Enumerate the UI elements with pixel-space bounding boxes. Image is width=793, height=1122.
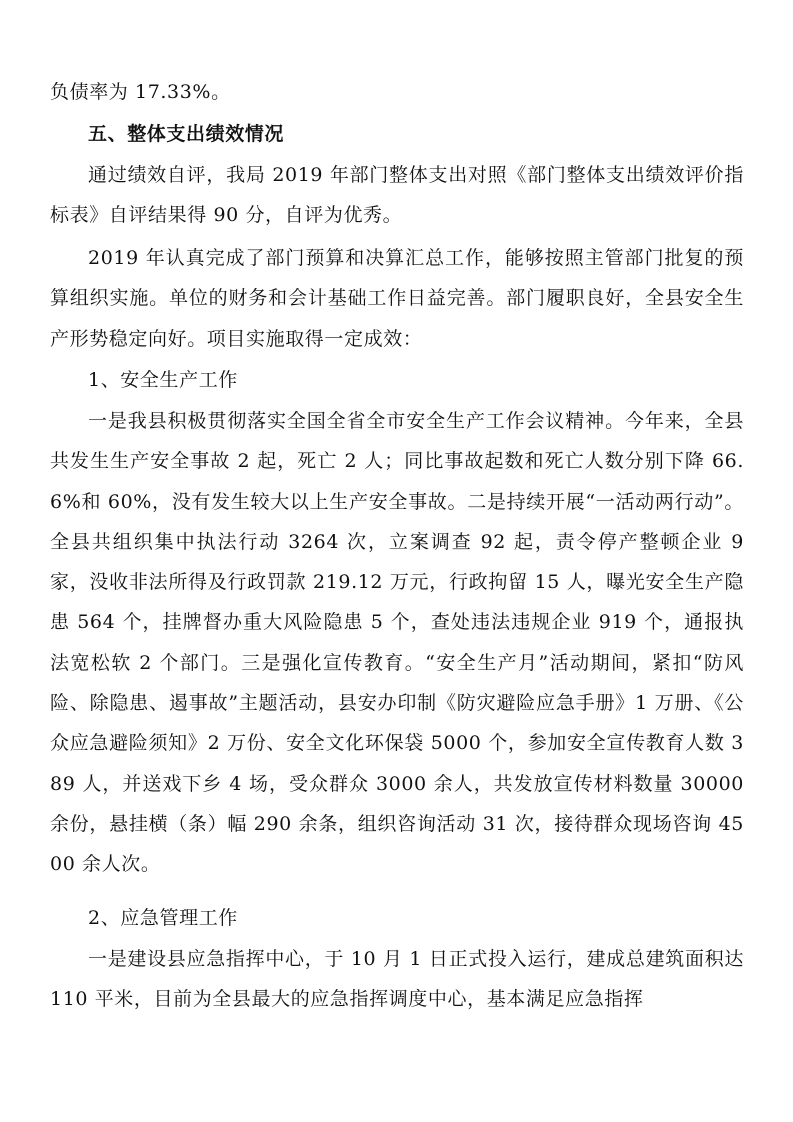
paragraph-self-evaluation: 通过绩效自评，我局 2019 年部门整体支出对照《部门整体支出绩效评价指标表》自评结果得 90 分，自评为优秀。 (50, 164, 744, 227)
continuation-line: 负债率为 17.33%。 (50, 81, 231, 103)
paragraph-budget-summary: 2019 年认真完成了部门预算和决算汇总工作，能够按照主管部门批复的预算组织实施。单位的财务和会计基础工作日益完善。部门履职良好，全县安全生产形势稳定向好。项目实施取得一定成效： (50, 247, 744, 350)
section-heading-overall-performance: 五、整体支出绩效情况 (88, 123, 285, 145)
item-heading-emergency-management: 2、应急管理工作 (88, 907, 238, 929)
item-heading-safety-production: 1、安全生产工作 (88, 369, 238, 391)
paragraph-safety-production: 一是我县积极贯彻落实全国全省全市安全生产工作会议精神。今年来，全县共发生生产安全事故 2 起，死亡 2 人；同比事故起数和死亡人数分别下降 66.6%和 60%，没有发生较大以上生产安全事故。二是持续开展“一活动两行动”。全县共组织集中执法行动 3264 次，立案调查 92 起，责令停产整顿企业 9 家，没收非法所得及行政罚款 219.12 万元，行政拘留 15 人，曝光安全生产隐患 564 个，挂牌督办重大风险隐患 5 个，查处违法违规企业 919 个，通报执法宽松软 2 个部门。三是强化宣传教育。“安全生产月”活动期间，紧扣“防风险、除隐患、遏事故”主题活动，县安办印制《防灾避险应急手册》1 万册、《公众应急避险须知》2 万份、安全文化环保袋 5000 个，参加安全宣传教育人数 389 人，并送戏下乡 4 场，受众群众 3000 余人，共发放宣传材料数量 30000 余份，悬挂横（条）幅 290 余条，组织咨询活动 31 次，接待群众现场咨询 4500 余人次。 (50, 410, 744, 876)
paragraph-emergency-management: 一是建设县应急指挥中心，于 10 月 1 日正式投入运行，建成总建筑面积达 110 平米，目前为全县最大的应急指挥调度中心，基本满足应急指挥 (50, 948, 744, 1011)
